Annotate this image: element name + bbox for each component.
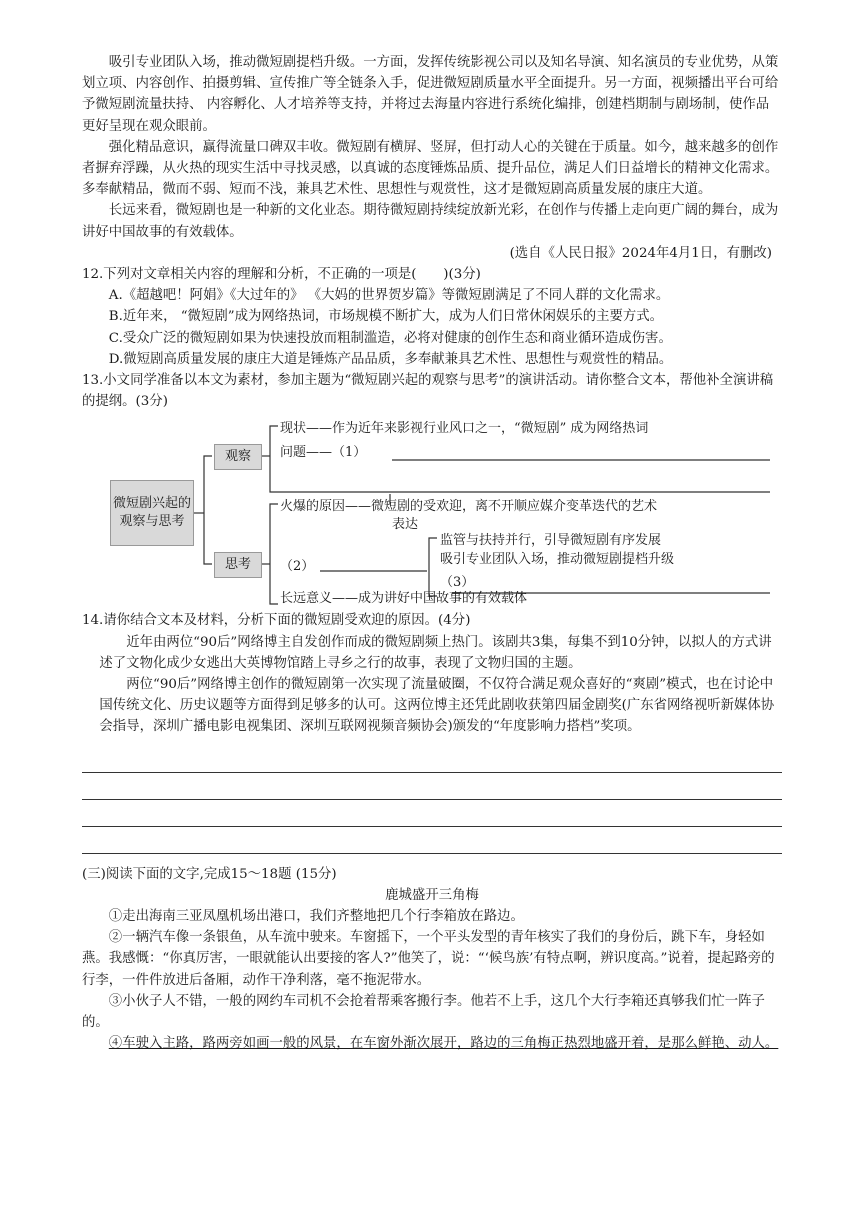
answer-line[interactable]: [82, 827, 782, 854]
diagram-think-label: 思考: [224, 557, 251, 573]
diagram-observe-label: 观察: [224, 449, 251, 465]
question-12-stem: 12.下列对文章相关内容的理解和分析，不正确的一项是( )(3分): [82, 267, 481, 283]
diagram-observe-box: [214, 444, 262, 470]
diagram-reason-cont: 表达: [392, 517, 419, 533]
article-title: 鹿城盛开三角梅: [385, 887, 479, 903]
source-citation: (选自《人民日报》2024年4月1日，有删改): [509, 245, 772, 261]
diagram-longterm: 长远意义——成为讲好中国故事的有效载体: [280, 591, 528, 607]
exam-page: [82, 52, 782, 1055]
diagram-reason: 火爆的原因——微短剧的受欢迎，离不开顺应媒介变革迭代的艺术: [280, 499, 658, 515]
section-heading: (三)阅读下面的文字,完成15～18题 (15分): [82, 866, 337, 882]
diagram-measure-2: 吸引专业团队入场，推动微短剧提档升级: [440, 552, 675, 568]
diagram-measure-1: 监管与扶持并行，引导微短剧有序发展: [440, 533, 662, 549]
option-c: C.受众广泛的微短剧如果为快速投放而粗制滥造，必将对健康的创作生态和商业循环造成伤害。: [108, 330, 672, 346]
material-paragraph: 近年由两位“90后”网络博主自发创作而成的微短剧频上热门。该剧共3集，每集不到10分钟，以拟人的方式讲述了文物化成少女逃出大英博物馆踏上寻乡之行的故事，表现了文物归国的主题。: [99, 634, 772, 671]
option-d: D.微短剧高质量发展的康庄大道是锤炼产品品质，多奉献兼具艺术性、思想性与观赏性的精品。: [108, 351, 673, 367]
option-b: B.近年来， “微短剧”成为网络热词，市场规模不断扩大，成为人们日常休闲娱乐的主要方式。: [108, 309, 664, 325]
diagram-think-box: [214, 552, 262, 578]
article-paragraph: ①走出海南三亚凤凰机场出港口，我们齐整地把几个行李箱放在路边。: [108, 909, 524, 925]
question-13-stem: 13.小文同学准备以本文为素材，参加主题为“微短剧兴起的观察与思考”的演讲活动。请你整合文本，帮他补全演讲稿的提纲。(3分): [82, 373, 774, 410]
passage-paragraph: 长远来看，微短剧也是一种新的文化业态。期待微短剧持续绽放新光彩，在创作与传播上走向更广阔的舞台，成为讲好中国故事的有效载体。: [82, 203, 779, 240]
question-14-stem: 14.请你结合文本及材料，分析下面的微短剧受欢迎的原因。(4分): [82, 613, 471, 629]
diagram-status: 现状——作为近年来影视行业风口之一，“微短剧” 成为网络热词: [280, 421, 649, 437]
diagram-root-box: [110, 480, 194, 546]
passage-paragraph: 吸引专业团队入场，推动微短剧提档升级。一方面，发挥传统影视公司以及知名导演、知名演员的专业优势，从策划立项、内容创作、拍摄剪辑、宣传推广等全链条入手，促进微短剧质量水平全面提升。另一方面，视频播出平台可给予微短剧流量扶持、 内容孵化、人才培养等支持，并将过去海量内容进行系统化编排，创建档期制与剧场制，使作品更好呈现在观众眼前。: [82, 55, 779, 134]
material-paragraph: 两位“90后”网络博主创作的微短剧第一次实现了流量破圈，不仅符合满足观众喜好的“爽剧”模式，也在讨论中国传统文化、历史议题等方面得到足够多的认可。这两位博主还凭此剧收获第四届金剧奖(广东省网络视听新媒体协会指导，深圳广播电影电视集团、深圳互联网视频音频协会)颁发的“年度影响力搭档”奖项。: [99, 677, 775, 735]
diagram-problem: 问题——（1）: [280, 445, 367, 461]
answer-line[interactable]: [82, 800, 782, 827]
option-a: A.《超越吧！阿娟》《大过年的》 《大妈的世界贺岁篇》等微短剧满足了不同人群的文化需求。: [108, 288, 670, 304]
article-paragraph-underlined: ④车驶入主路，路两旁如画一般的风景，在车窗外渐次展开，路边的三角梅正热烈地盛开着，是那么鲜艳、动人。: [108, 1036, 779, 1052]
answer-lines: [82, 746, 782, 854]
diagram-blank-2: （2）: [280, 559, 315, 575]
article-paragraph: ②一辆汽车像一条银鱼，从车流中驶来。车窗摇下，一个平头发型的青年核实了我们的身份后，跳下车，身轻如燕。我感慨：“你真厉害，一眼就能认出要接的客人?”他笑了，说：“‘候鸟族’有特点啊，辨识度高。”说着，提起路旁的行李，一件件放进后备厢，动作干净利落，毫不拖泥带水。: [82, 930, 775, 988]
answer-line[interactable]: [82, 773, 782, 800]
diagram-root-label: 微短剧兴起的观察与思考: [112, 496, 191, 530]
article-paragraph: ③小伙子人不错，一般的网约车司机不会抢着帮乘客搬行李。他若不上手，这几个大行李箱还真够我们忙一阵子的。: [82, 993, 765, 1031]
outline-diagram: [82, 418, 782, 608]
passage-paragraph: 强化精品意识，赢得流量口碑双丰收。微短剧有横屏、竖屏，但打动人心的关键在于质量。如今，越来越多的创作者摒弃浮躁，从火热的现实生活中寻找灵感，以真诚的态度锤炼品质、提升品位，满足人们日益增长的精神文化需求。多奉献精品，微而不弱、短而不浅，兼具艺术性、思想性与观赏性，这才是微短剧高质量发展的康庄大道。: [82, 139, 779, 198]
answer-line[interactable]: [82, 746, 782, 773]
diagram-blank-3: （3）: [440, 575, 475, 591]
